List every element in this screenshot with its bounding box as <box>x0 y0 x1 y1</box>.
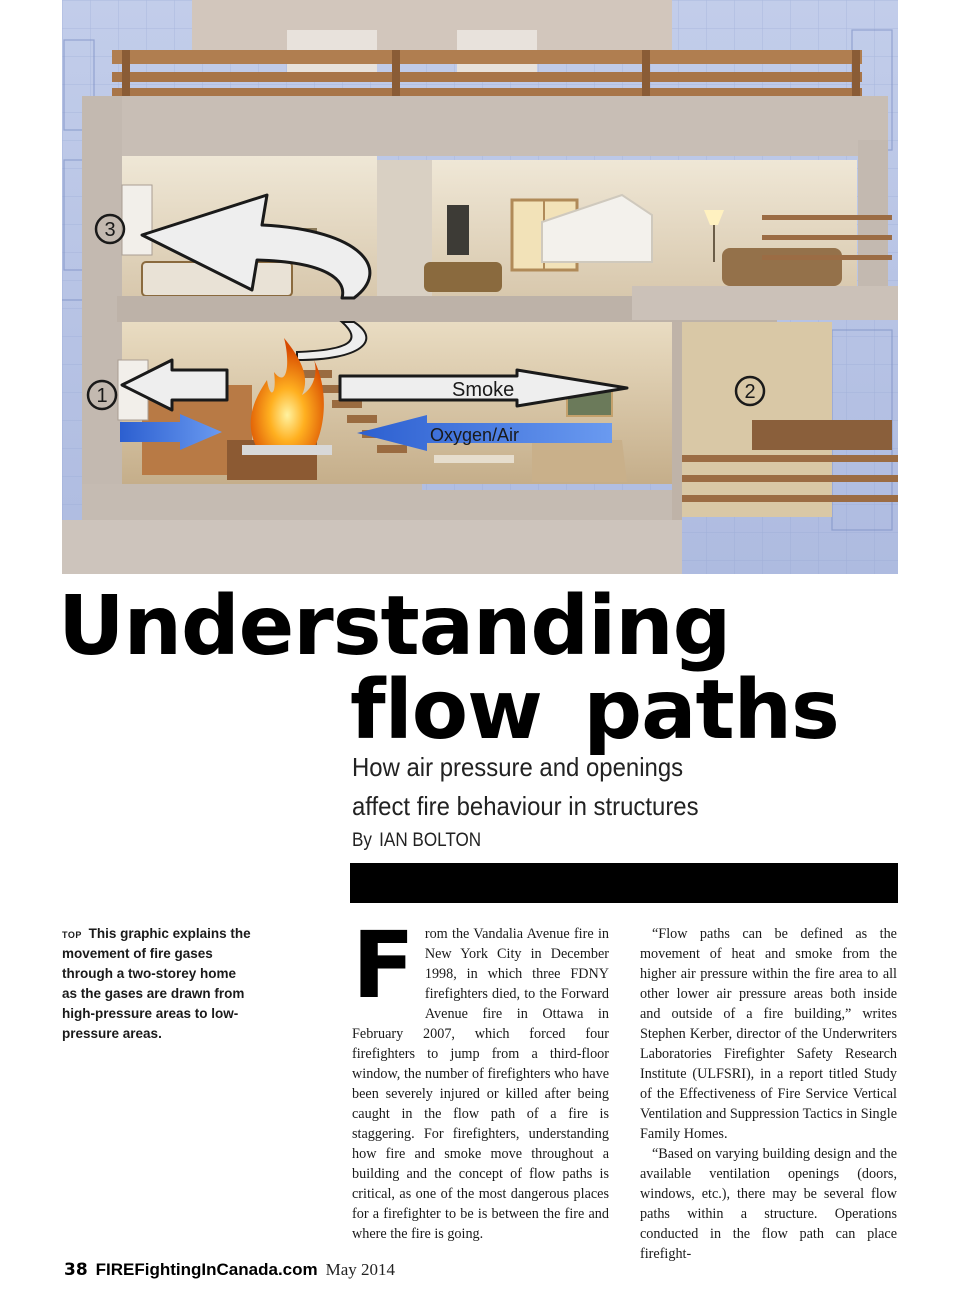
byline <box>352 830 481 852</box>
subtitle-line-2: affect fire behaviour in structures <box>352 791 699 821</box>
article-column-2 <box>640 924 897 1264</box>
svg-text:3: 3 <box>104 219 116 241</box>
paragraph: “Flow paths can be defined as the movement of heat and smoke from the higher air pressure within the fire area to all other lower air pressure areas both inside and outside of a fire building,” writes Stephen Kerber, director of the Underwriters Laboratories Firefighter Safety Research Institute (ULFSRI), in a report titled Study of the Effectiveness of Fire Service Vertical Ventilation and Suppression Tactics in Single Family Homes. <box>640 926 897 1142</box>
article-column-1 <box>352 912 609 1244</box>
paragraph: “Based on varying building design and the available ventilation openings (doors, windows, etc.), there may be several flow paths within a structure. Operations conducted in the flow path can place firefight- <box>640 1146 897 1262</box>
headline-line-2: flow paths <box>350 663 839 758</box>
caption-text: This graphic explains the movement of fire gases through a two-storey home as the gases are drawn from high-pressure areas to low-pressure areas. <box>62 926 251 1041</box>
issue-date: May 2014 <box>325 1260 396 1279</box>
caption-lead: top <box>62 926 82 941</box>
paragraph: rom the Vandalia Avenue fire in New York City in December 1998, in which three FDNY firefighters died, to the Forward Avenue fire in Ottawa in February 2007, which forced four firefighters to jump from a third-floor window, the number of firefighters who have been severely injured or killed after being caught in the flow path of a fire is staggering. For firefighters, understanding how fire and smoke move throughout a building and the concept of flow paths is critical, as one of the most dangerous places for a firefighter to be is between the fire and where the fire is going. <box>352 926 609 1242</box>
decorative-black-bar <box>350 863 898 903</box>
svg-text:2: 2 <box>744 381 756 403</box>
page-footer <box>64 1260 395 1280</box>
figure-caption <box>62 924 252 1044</box>
svg-text:1: 1 <box>96 385 108 407</box>
smoke-label: Smoke <box>452 379 515 401</box>
house-cutaway-illustration <box>62 0 898 574</box>
author-name: IAN BOLTON <box>379 830 482 851</box>
headline-line-1: Understanding <box>58 579 731 674</box>
page-number: 38 <box>64 1260 88 1280</box>
website-name: FIREFightingInCanada.com <box>95 1260 318 1279</box>
subtitle-line-1: How air pressure and openings <box>352 752 684 782</box>
oxygen-air-label: Oxygen/Air <box>430 425 520 445</box>
byline-prefix: By <box>352 830 372 851</box>
drop-cap: F <box>352 912 415 1019</box>
